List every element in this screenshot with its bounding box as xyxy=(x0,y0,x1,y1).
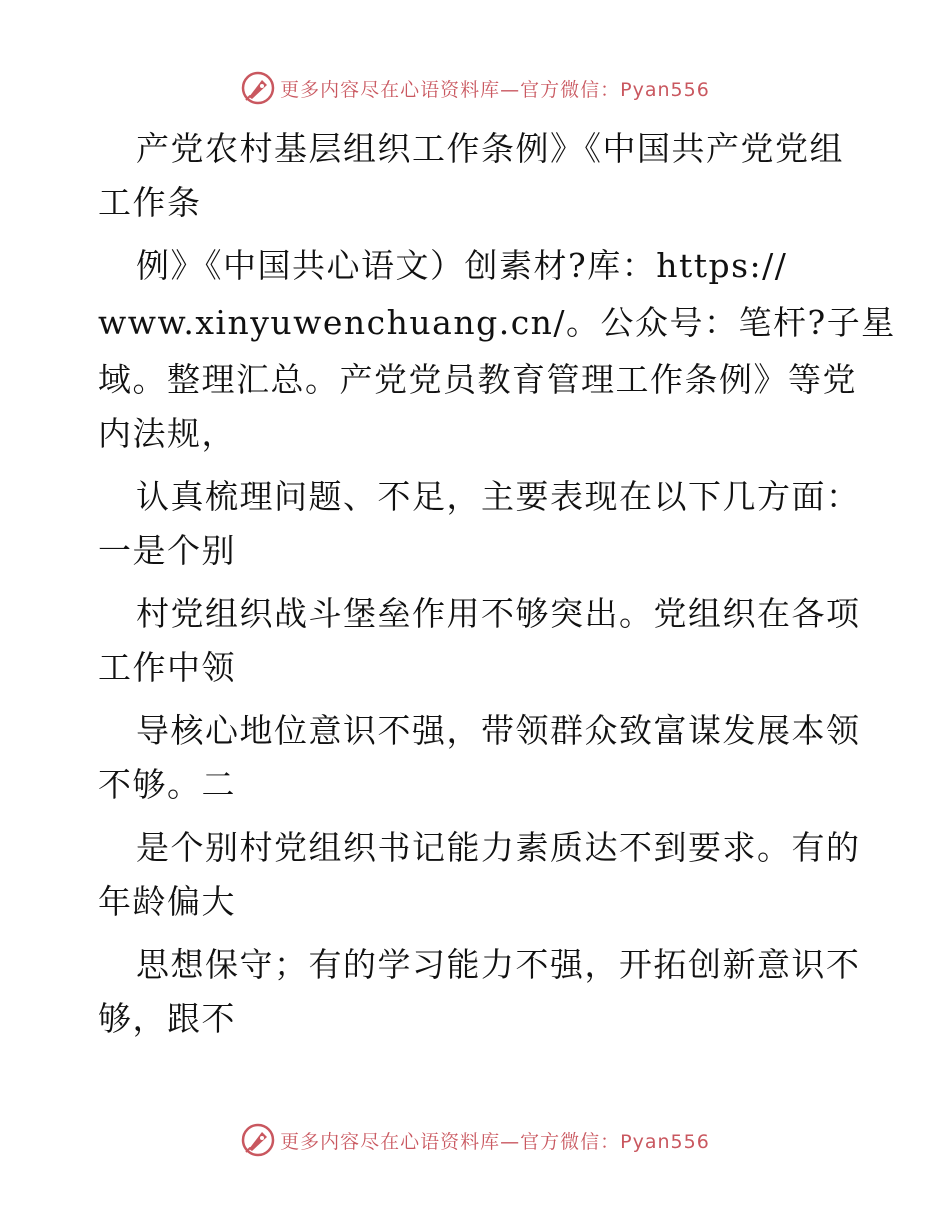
text-line: 内法规， xyxy=(98,414,236,453)
text-line: 是个别村党组织书记能力素质达不到要求。有的 xyxy=(136,828,861,867)
header-watermark xyxy=(0,68,950,108)
text-line: 认真梳理问题、不足，主要表现在以下几方面： xyxy=(136,477,861,516)
text-line: 例》《中国共心语文）创素材?库：https:// xyxy=(136,246,788,285)
footer-watermark xyxy=(0,1120,950,1160)
text-line: 村党组织战斗堡垒作用不够突出。党组织在各项 xyxy=(136,594,861,633)
text-line: 工作条 xyxy=(98,183,202,222)
text-line: 域。整理汇总。产党党员教育管理工作条例》等党 xyxy=(98,360,857,399)
text-line: 一是个别 xyxy=(98,531,236,570)
text-line: 工作中领 xyxy=(98,648,236,687)
text-line: 够，跟不 xyxy=(98,999,236,1038)
pen-nib-logo-icon xyxy=(240,1122,276,1158)
text-line: 年龄偏大 xyxy=(98,882,236,921)
text-line: 思想保守；有的学习能力不强，开拓创新意识不 xyxy=(136,945,861,984)
document-body xyxy=(98,120,896,1053)
watermark-text: 更多内容尽在心语资料库—官方微信：Pyan556 xyxy=(280,78,710,101)
pen-nib-logo-icon xyxy=(240,70,276,106)
text-line: 导核心地位意识不强，带领群众致富谋发展本领 xyxy=(136,711,861,750)
text-line: 不够。二 xyxy=(98,765,236,804)
watermark-text: 更多内容尽在心语资料库—官方微信：Pyan556 xyxy=(280,1130,710,1153)
text-line: 产党农村基层组织工作条例》《中国共产党党组 xyxy=(136,129,844,168)
text-line: www.xinyuwenchuang.cn/。公众号：笔杆?子星 xyxy=(98,303,896,342)
